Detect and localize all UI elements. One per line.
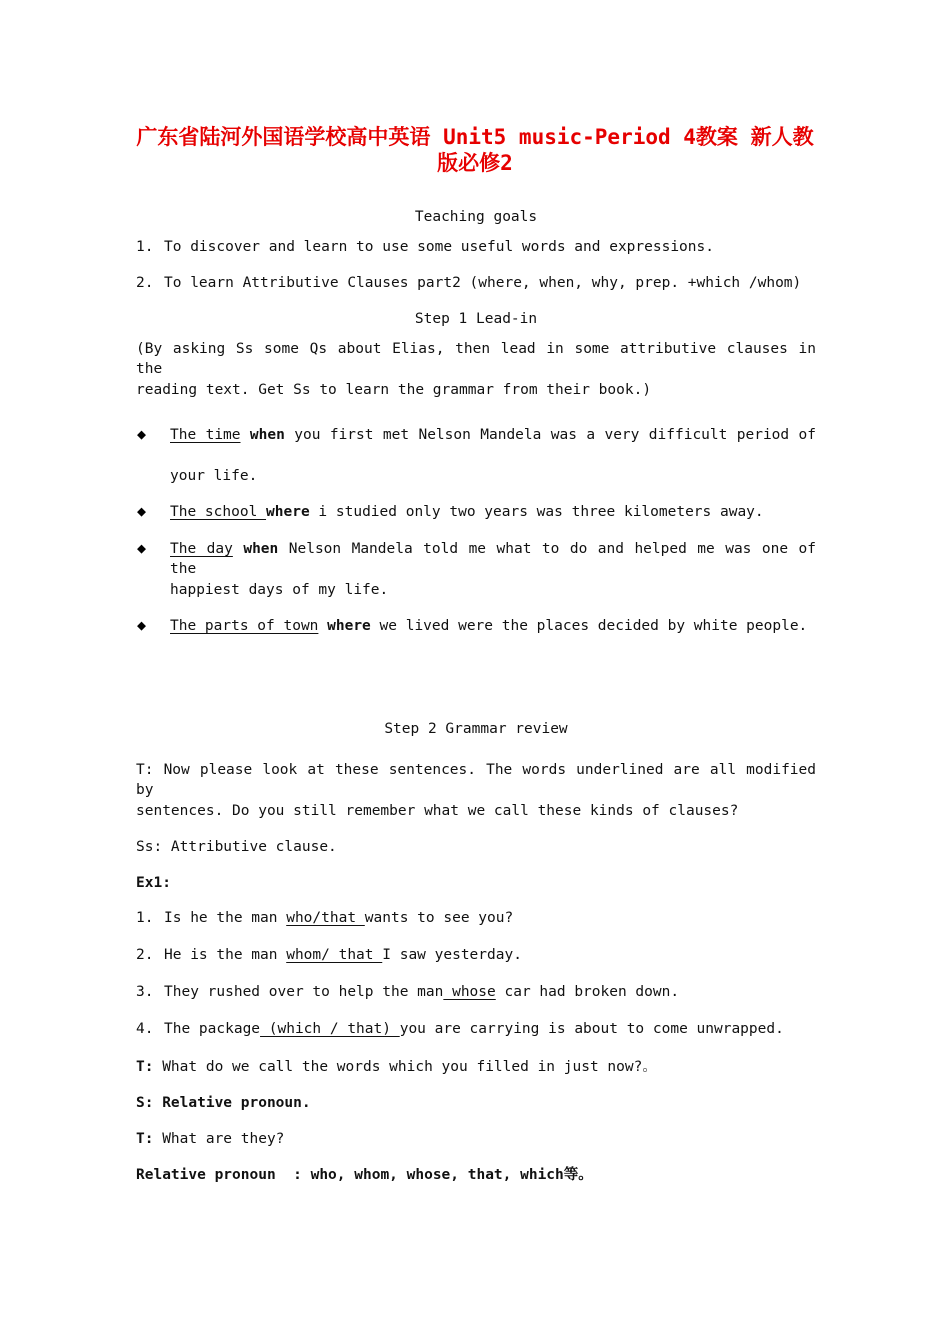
antecedent: The parts of town [170,618,319,634]
goal-number: 2. [136,275,154,291]
sentence-rest: i studied only two years was three kilometers away. [318,504,764,520]
exercise-text: He is the man [164,947,287,963]
goal-item-1 [136,237,816,257]
relative-adverb: where [266,504,310,520]
example-sentence-1-cont: your life. [170,468,258,484]
exercise-number: 2. [136,947,154,963]
goal-item-2 [136,273,816,293]
exercise-number: 1. [136,910,154,926]
goal-text: To learn Attributive Clauses part2 (where, when, why, prep. +which /whom) [164,275,802,291]
students-answer: Ss: Attributive clause. [136,839,337,855]
antecedent: The school [170,504,267,520]
example-sentence-4 [170,616,816,636]
summary-list: : who, whom, whose, that, which等。 [293,1167,593,1183]
step2-heading: Step 2 Grammar review [384,721,568,737]
student-answer: S: Relative pronoun. [136,1095,311,1111]
exercise-item-1 [136,908,816,928]
exercise-text: The package [164,1021,261,1037]
teaching-goals-heading: Teaching goals [414,209,538,225]
exercise-text: I saw yesterday. [382,947,522,963]
exercise-text: car had broken down. [495,984,680,1000]
step1-paragraph-line-2: reading text. Get Ss to learn the grammar from their book.) [136,382,652,398]
exercise-blank: whom/ that [286,947,383,963]
antecedent: The time [170,427,241,443]
relative-pronoun-summary [136,1165,816,1185]
antecedent: The day [170,541,233,557]
diamond-bullet-icon: ◆ [137,425,147,443]
question-text: What are they? [153,1131,285,1147]
step2-teacher-line-2: sentences. Do you still remember what we call these kinds of clauses? [136,803,739,819]
title-line-1: 广东省陆河外国语学校高中英语 Unit5 music-Period 4教案 新人教 [136,125,814,149]
exercise-item-4 [136,1019,816,1039]
diamond-bullet-icon: ◆ [137,616,147,634]
exercise-text: you are carrying is about to come unwrapped. [399,1021,784,1037]
relative-adverb: when [243,541,279,557]
goal-number: 1. [136,239,154,255]
step1-heading: Step 1 Lead-in [414,311,538,327]
sentence-rest: Nelson Mandela told me what to do and helped me was one of the [170,541,817,577]
teacher-question-1 [136,1057,816,1077]
exercise-label: Ex1: [136,875,171,891]
diamond-bullet-icon: ◆ [137,502,147,520]
sentence-rest: we lived were the places decided by white people. [379,618,808,634]
exercise-blank: (which / that) [260,1021,400,1037]
speaker-label: T: [136,1059,154,1075]
summary-label: Relative pronoun [136,1167,294,1183]
relative-adverb: when [249,427,285,443]
example-sentence-3-cont: happiest days of my life. [170,582,389,598]
exercise-text: wants to see you? [364,910,514,926]
exercise-number: 3. [136,984,154,1000]
relative-adverb: where [327,618,371,634]
example-sentence-2 [170,502,816,522]
speaker-label: T: [136,1131,154,1147]
exercise-text: Is he the man [164,910,287,926]
exercise-number: 4. [136,1021,154,1037]
title-line-2: 版必修2 [437,151,513,175]
exercise-item-2 [136,945,816,965]
exercise-blank: who/that [286,910,365,926]
step2-teacher-line-1: T: Now please look at these sentences. The words underlined are all modified by [136,762,816,798]
teacher-question-2 [136,1129,816,1149]
step1-paragraph-line-1: (By asking Ss some Qs about Elias, then lead in some attributive clauses in the [136,341,816,377]
diamond-bullet-icon: ◆ [137,539,147,557]
exercise-blank: whose [443,984,496,1000]
goal-text: To discover and learn to use some useful words and expressions. [164,239,714,255]
exercise-item-3 [136,982,816,1002]
example-sentence-3 [170,539,816,579]
exercise-text: They rushed over to help the man [164,984,444,1000]
sentence-rest: you first met Nelson Mandela was a very difficult period of [294,427,816,443]
document-title [136,124,814,176]
example-sentence-1 [170,425,816,445]
question-text: What do we call the words which you filled in just now?。 [153,1059,657,1075]
